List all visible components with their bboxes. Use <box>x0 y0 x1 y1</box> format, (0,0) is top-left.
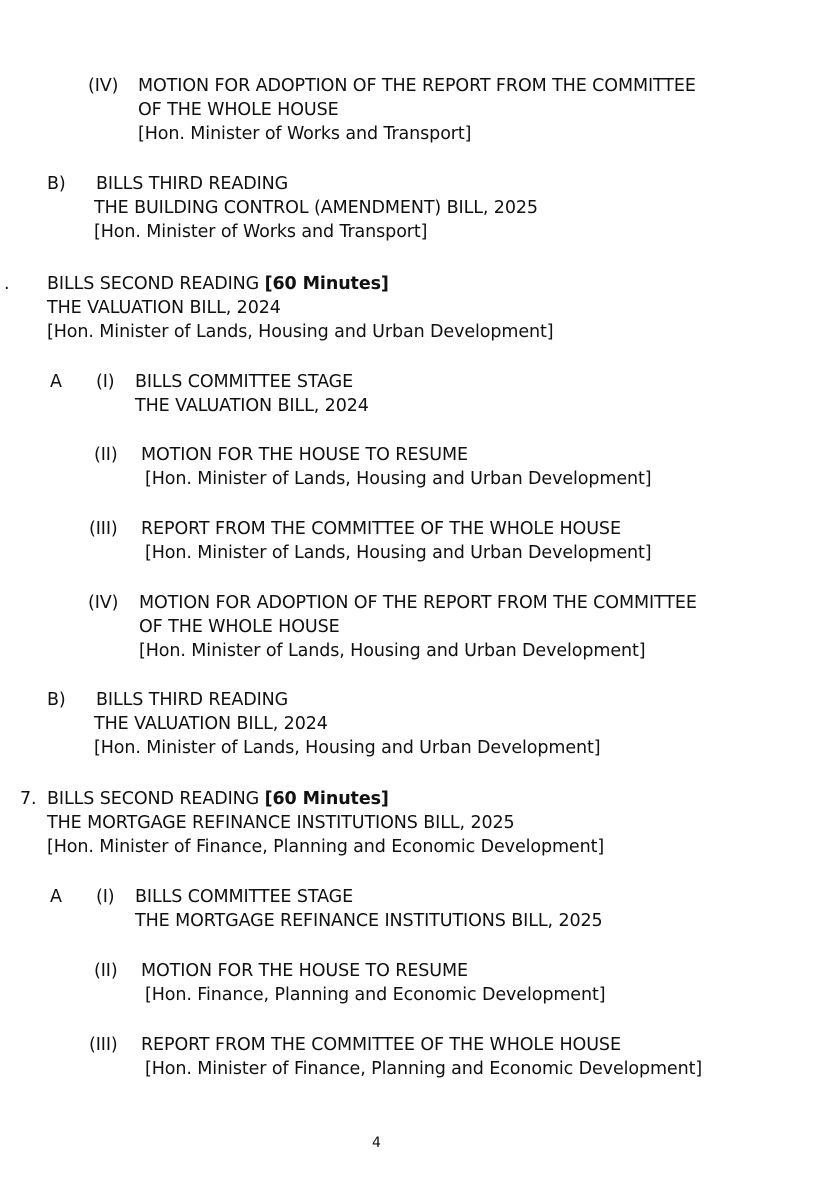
item-text: OF THE WHOLE HOUSE <box>139 617 340 637</box>
item-title: BILLS COMMITTEE STAGE <box>135 372 354 392</box>
sponsor: [Hon. Minister of Lands, Housing and Urban Development] <box>47 322 554 342</box>
sponsor: [Hon. Minister of Lands, Housing and Urban Development] <box>145 543 652 563</box>
item-title: MOTION FOR THE HOUSE TO RESUME <box>141 961 468 981</box>
item-title: BILLS COMMITTEE STAGE <box>135 887 354 907</box>
bill-name: THE VALUATION BILL, 2024 <box>47 298 281 318</box>
item-label: (III) <box>89 519 118 539</box>
order-number: 7. <box>20 789 37 809</box>
order-title: BILLS SECOND READING [60 Minutes] <box>47 789 389 809</box>
sponsor: [Hon. Minister of Works and Transport] <box>138 124 472 144</box>
sponsor: [Hon. Minister of Finance, Planning and Economic Development] <box>47 837 605 857</box>
sponsor: [Hon. Minister of Lands, Housing and Urban Development] <box>139 641 646 661</box>
sponsor: [Hon. Minister of Works and Transport] <box>94 222 428 242</box>
item-title: MOTION FOR THE HOUSE TO RESUME <box>141 445 468 465</box>
duration: [60 Minutes] <box>264 274 389 294</box>
item-label: B) <box>47 174 66 194</box>
section-label: A <box>50 372 62 392</box>
item-title: BILLS THIRD READING <box>96 690 289 710</box>
page-number: 4 <box>372 1135 381 1151</box>
duration: [60 Minutes] <box>264 789 389 809</box>
sponsor: [Hon. Minister of Lands, Housing and Urban Development] <box>94 738 601 758</box>
bill-name: THE BUILDING CONTROL (AMENDMENT) BILL, 2025 <box>94 198 538 218</box>
item-label: (IV) <box>88 76 119 96</box>
section-label: A <box>50 887 62 907</box>
item-text: MOTION FOR ADOPTION OF THE REPORT FROM THE COMMITTEE <box>138 76 696 96</box>
item-label: B) <box>47 690 66 710</box>
sponsor: [Hon. Minister of Finance, Planning and Economic Development] <box>145 1059 703 1079</box>
bill-name: THE VALUATION BILL, 2024 <box>94 714 328 734</box>
item-label: (III) <box>89 1035 118 1055</box>
item-title: BILLS THIRD READING <box>96 174 289 194</box>
bill-name: THE MORTGAGE REFINANCE INSTITUTIONS BILL, 2025 <box>47 813 515 833</box>
item-title: REPORT FROM THE COMMITTEE OF THE WHOLE HOUSE <box>141 1035 621 1055</box>
item-text: MOTION FOR ADOPTION OF THE REPORT FROM THE COMMITTEE <box>139 593 697 613</box>
sponsor: [Hon. Minister of Lands, Housing and Urban Development] <box>145 469 652 489</box>
item-label: (II) <box>94 961 118 981</box>
item-label: (II) <box>94 445 118 465</box>
order-number: . <box>4 274 10 294</box>
item-label: (I) <box>96 887 115 907</box>
order-title: BILLS SECOND READING [60 Minutes] <box>47 274 389 294</box>
item-label: (IV) <box>88 593 119 613</box>
bill-name: THE VALUATION BILL, 2024 <box>135 396 369 416</box>
item-text: OF THE WHOLE HOUSE <box>138 100 339 120</box>
item-label: (I) <box>96 372 115 392</box>
bill-name: THE MORTGAGE REFINANCE INSTITUTIONS BILL, 2025 <box>135 911 603 931</box>
sponsor: [Hon. Finance, Planning and Economic Development] <box>145 985 606 1005</box>
item-title: REPORT FROM THE COMMITTEE OF THE WHOLE HOUSE <box>141 519 621 539</box>
